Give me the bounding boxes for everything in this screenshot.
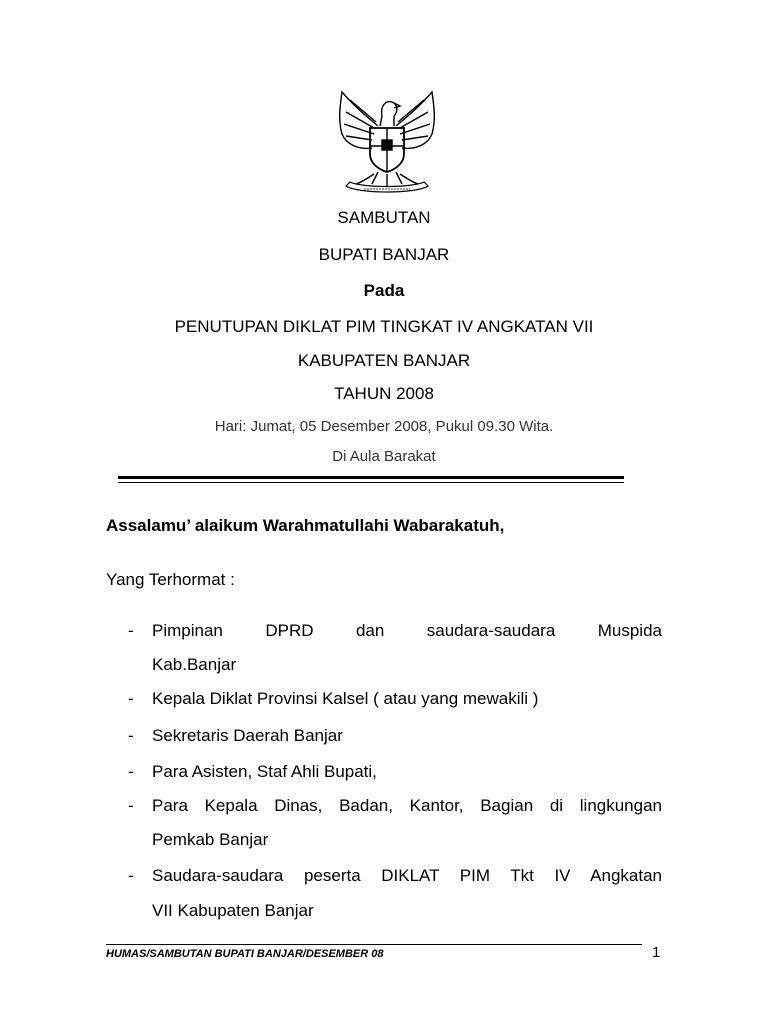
venue-line: Di Aula Barakat <box>332 448 436 465</box>
date-line: Hari: Jumat, 05 Desember 2008, Pukul 09.30 Wita. <box>214 418 554 435</box>
list-bullet: - <box>128 866 134 885</box>
list-bullet: - <box>128 689 134 708</box>
list-item-text: Pimpinan DPRD dan saudara-saudara Muspida <box>152 621 662 640</box>
list-bullet: - <box>128 726 134 745</box>
list-item-text: Para Kepala Dinas, Badan, Kantor, Bagian di lingkungan <box>152 796 662 815</box>
region-title: KABUPATEN BANJAR <box>297 351 471 370</box>
list-bullet: - <box>128 796 134 815</box>
list-item-continuation: VII Kabupaten Banjar <box>152 901 314 920</box>
page-number: 1 <box>652 944 661 961</box>
list-item-continuation: Kab.Banjar <box>152 655 237 674</box>
list-item-continuation: Pemkab Banjar <box>152 830 269 849</box>
footer-label: HUMAS/SAMBUTAN BUPATI BANJAR/DESEMBER 08 <box>106 948 384 960</box>
garuda-emblem-icon <box>328 86 446 198</box>
greeting: Assalamu’ alaikum Warahmatullahi Wabarakatuh, <box>106 516 505 535</box>
list-item-text: Para Asisten, Staf Ahli Bupati, <box>152 762 377 781</box>
footer-divider <box>106 944 642 945</box>
speech-title: SAMBUTAN <box>337 208 431 227</box>
salutation-heading: Yang Terhormat : <box>106 570 235 589</box>
event-title: PENUTUPAN DIKLAT PIM TINGKAT IV ANGKATAN VII <box>174 317 594 336</box>
list-item-text: Sekretaris Daerah Banjar <box>152 726 343 745</box>
list-bullet: - <box>128 762 134 781</box>
header-divider-thick <box>118 476 624 479</box>
list-item-text: Saudara-saudara peserta DIKLAT PIM Tkt IV Angkatan <box>152 866 662 885</box>
year-title: TAHUN 2008 <box>334 384 434 403</box>
list-bullet: - <box>128 621 134 640</box>
header-divider-thin <box>118 482 624 483</box>
speaker-title: BUPATI BANJAR <box>318 245 450 264</box>
list-item-text: Kepala Diklat Provinsi Kalsel ( atau yang mewakili ) <box>152 689 539 708</box>
occasion-preposition: Pada <box>363 281 405 300</box>
